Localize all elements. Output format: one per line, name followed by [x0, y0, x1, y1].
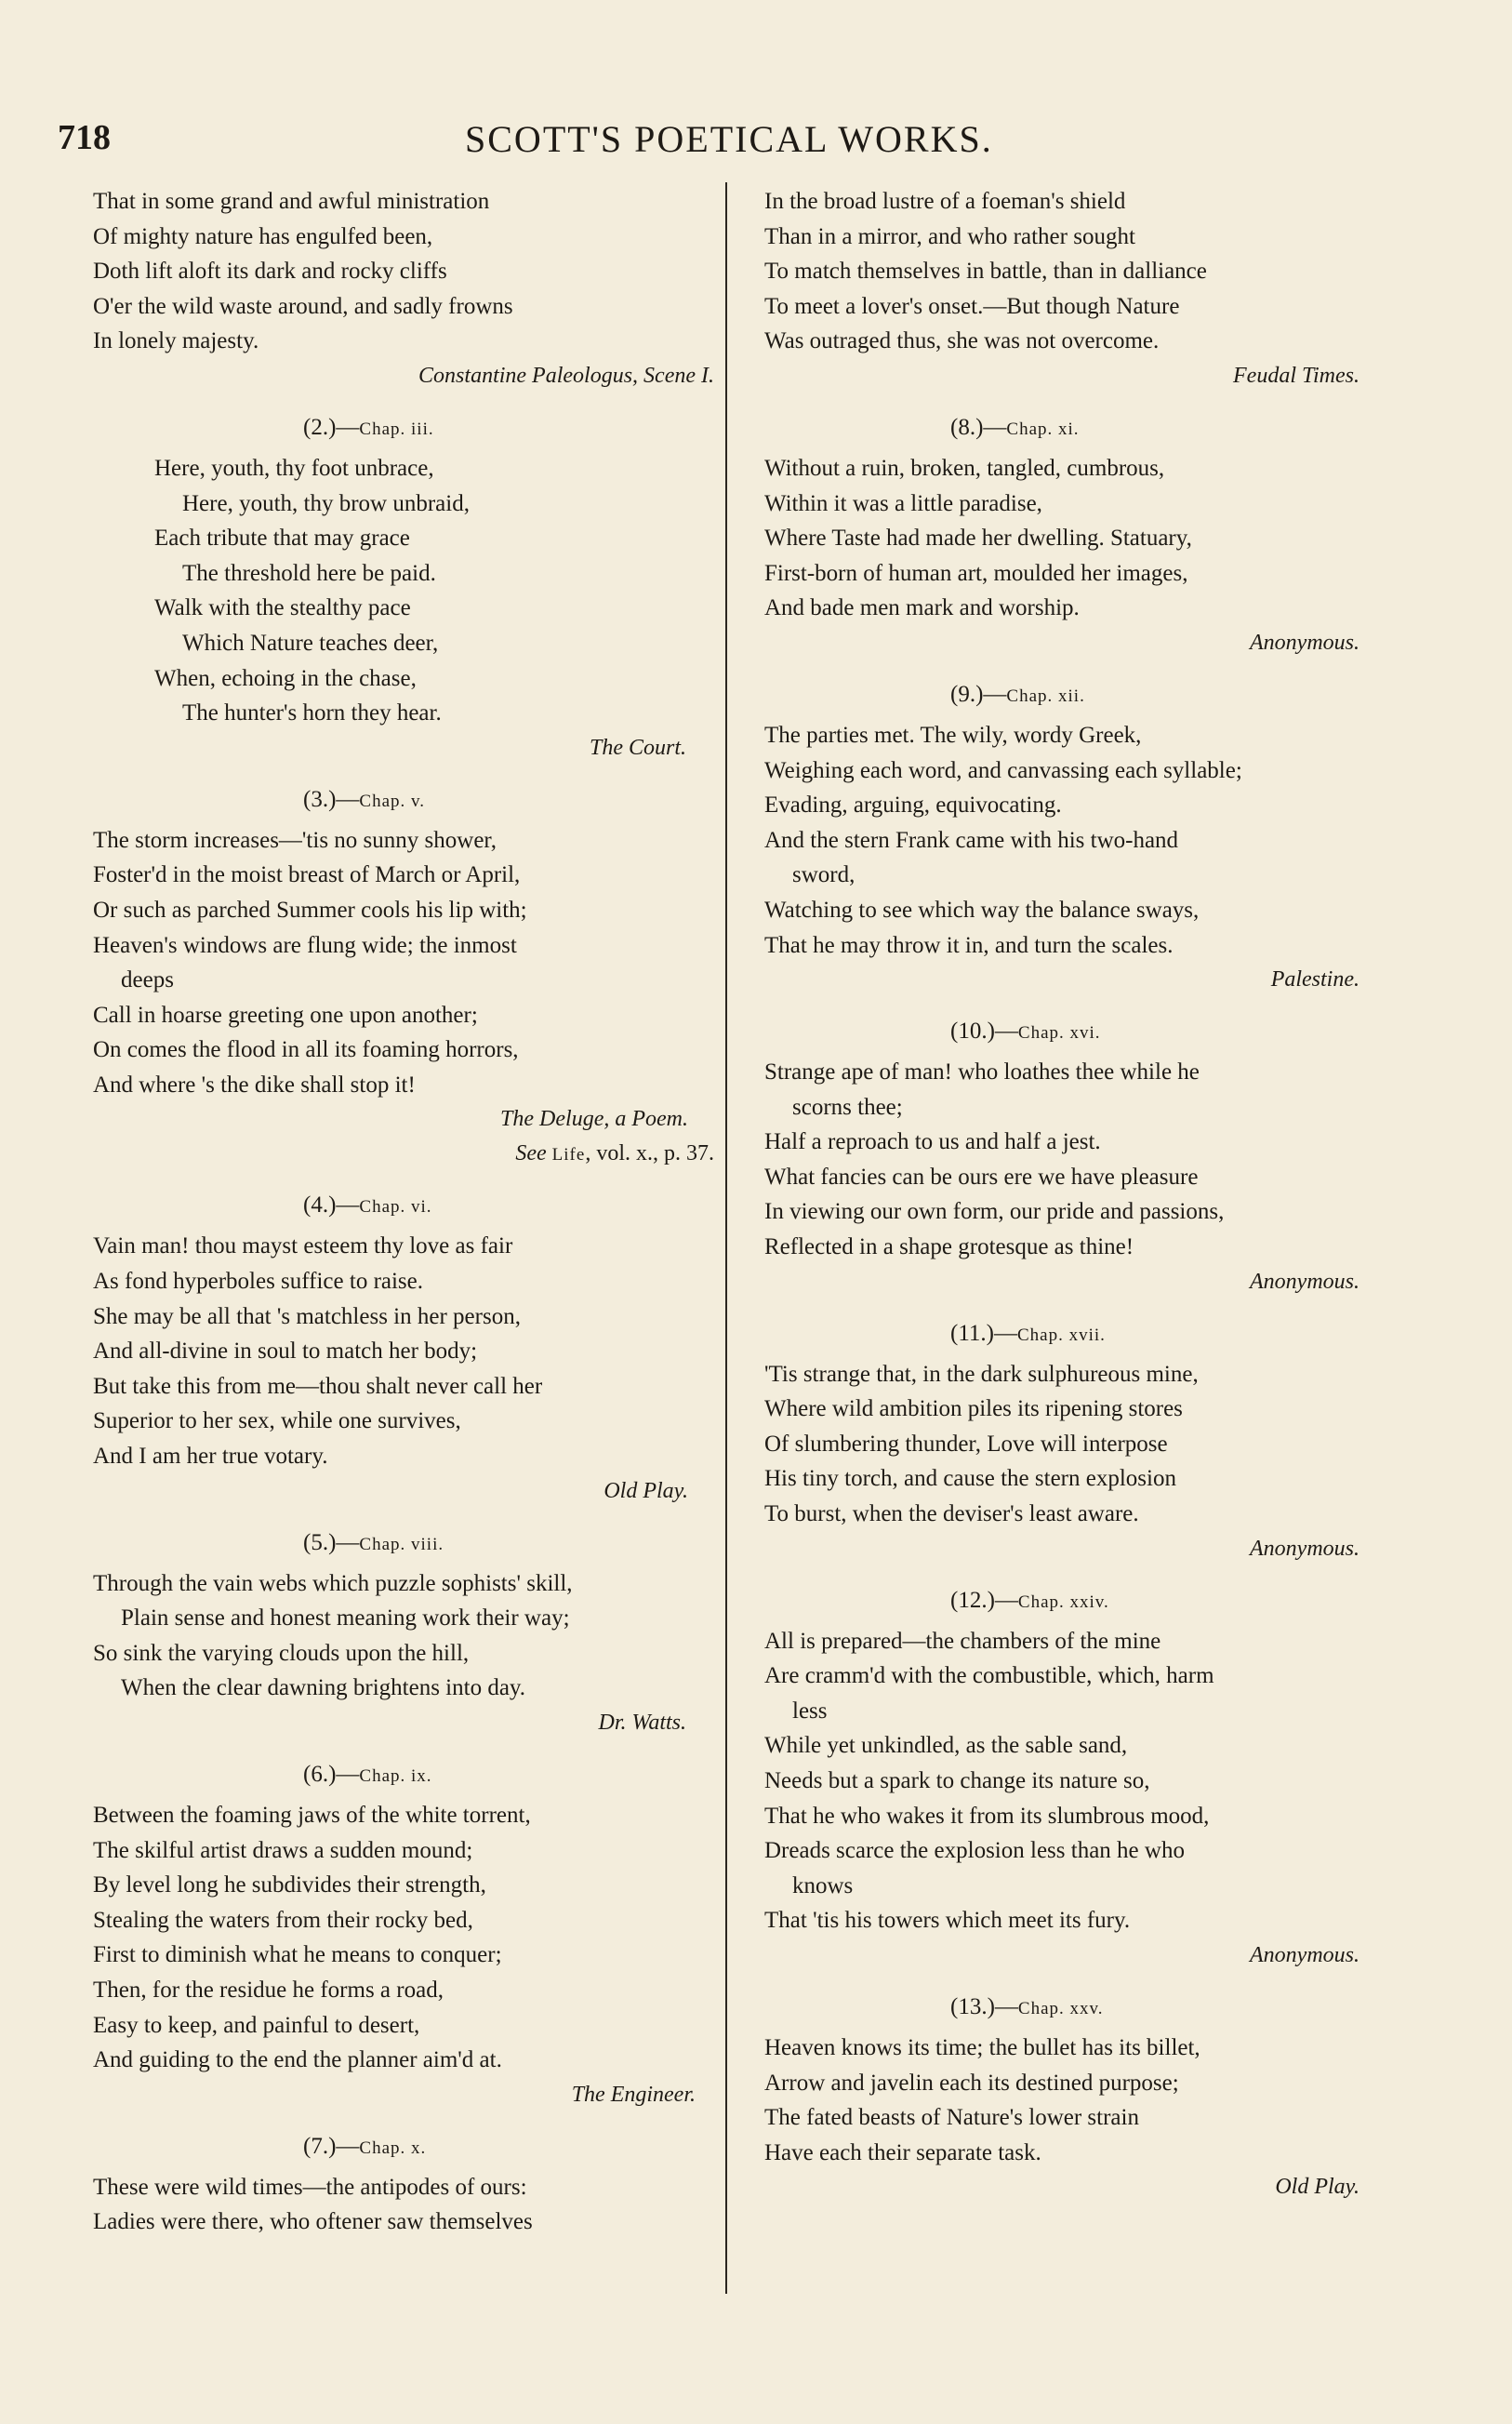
verse-line: Half a reproach to us and half a jest. — [764, 1129, 1101, 1155]
verse-line: To burst, when the deviser's least aware. — [764, 1501, 1139, 1527]
verse-line: What fancies can be ours ere we have pleasure — [764, 1164, 1199, 1190]
verse-line: knows — [792, 1872, 854, 1898]
section-heading: (7.)—Chap. x. — [303, 2133, 427, 2159]
verse-line: That he may throw it in, and turn the scales. — [764, 932, 1174, 958]
section-heading: (13.)—Chap. xxv. — [950, 1993, 1104, 2019]
attribution: Anonymous. — [1250, 1536, 1359, 1561]
verse-line: Superior to her sex, while one survives, — [93, 1408, 461, 1434]
verse-line: Was outraged thus, she was not overcome. — [764, 328, 1160, 354]
verse-line: 'Tis strange that, in the dark sulphureous mine, — [764, 1361, 1199, 1387]
motto-block — [764, 1014, 1397, 1299]
verse-line: Dreads scarce the explosion less than he who — [764, 1838, 1185, 1864]
verse-line: Through the vain webs which puzzle sophists' skill, — [93, 1570, 573, 1596]
motto-block — [93, 1757, 714, 2112]
motto-block — [764, 1990, 1397, 2204]
attribution: Anonymous. — [1250, 1269, 1359, 1294]
verse-line: And bade men mark and worship. — [764, 595, 1080, 621]
attribution: The Engineer. — [571, 2082, 696, 2107]
verse-line: His tiny torch, and cause the stern explosion — [764, 1466, 1176, 1492]
verse-line: Here, youth, thy brow unbraid, — [182, 490, 470, 516]
cross-reference: See Life, vol. x., p. 37. — [515, 1141, 714, 1166]
verse-line: So sink the varying clouds upon the hill, — [93, 1640, 470, 1666]
verse-line: And where 's the dike shall stop it! — [93, 1072, 416, 1098]
section-heading: (8.)—Chap. xi. — [950, 414, 1080, 440]
verse-line: Weighing each word, and canvassing each syllable; — [764, 757, 1242, 783]
verse-line: These were wild times—the antipodes of ours: — [93, 2174, 527, 2200]
verse-line: And guiding to the end the planner aim'd at. — [93, 2047, 502, 2073]
verse-line: Ladies were there, who oftener saw themselves — [93, 2209, 533, 2235]
verse-line: Each tribute that may grace — [154, 526, 410, 552]
verse-line: Or such as parched Summer cools his lip with; — [93, 897, 527, 923]
section-heading: (2.)—Chap. iii. — [303, 414, 434, 440]
verse-line: On comes the flood in all its foaming horrors, — [93, 1037, 519, 1063]
verse-line: The skilful artist draws a sudden mound; — [93, 1837, 473, 1863]
verse-line: The parties met. The wily, wordy Greek, — [764, 722, 1142, 748]
verse-line: scorns thee; — [792, 1094, 903, 1120]
verse-line: Are cramm'd with the combustible, which, harm — [764, 1663, 1214, 1689]
verse-line: As fond hyperboles suffice to raise. — [93, 1269, 424, 1295]
section-heading: (10.)—Chap. xvi. — [950, 1019, 1101, 1045]
verse-line: less — [792, 1698, 828, 1724]
verse-line: Arrow and javelin each its destined purpose; — [764, 2070, 1179, 2096]
verse-line: That he who wakes it from its slumbrous mood, — [764, 1803, 1210, 1829]
verse-line: To meet a lover's onset.—But though Nature — [764, 293, 1180, 319]
section-heading: (12.)—Chap. xxiv. — [950, 1587, 1109, 1613]
verse-line: When, echoing in the chase, — [154, 665, 417, 691]
verse-line: All is prepared—the chambers of the mine — [764, 1628, 1161, 1654]
verse-line: Vain man! thou mayst esteem thy love as fair — [93, 1233, 513, 1259]
verse-line: The threshold here be paid. — [182, 560, 436, 586]
verse-line: But take this from me—thou shalt never call her — [93, 1373, 543, 1399]
verse-line: By level long he subdivides their strength, — [93, 1872, 486, 1898]
verse-line: That in some grand and awful ministration — [93, 189, 490, 214]
section-heading: (11.)—Chap. xvii. — [950, 1320, 1106, 1346]
verse-line: First-born of human art, moulded her images, — [764, 560, 1188, 586]
verse-line: Walk with the stealthy pace — [154, 595, 411, 621]
verse-line: Then, for the residue he forms a road, — [93, 1977, 444, 2003]
verse-line: Where wild ambition piles its ripening stores — [764, 1396, 1183, 1422]
column-divider — [725, 182, 727, 2294]
verse-line: Than in a mirror, and who rather sought — [764, 223, 1135, 249]
verse-line: And the stern Frank came with his two-hand — [764, 827, 1179, 853]
motto-block — [764, 1316, 1397, 1566]
verse-line: Have each their separate task. — [764, 2139, 1041, 2165]
attribution: Anonymous. — [1250, 630, 1359, 655]
motto-block — [93, 1525, 714, 1740]
motto-block — [93, 2129, 714, 2240]
verse-line: And all-divine in soul to match her body; — [93, 1339, 478, 1365]
verse-line: Between the foaming jaws of the white torrent, — [93, 1803, 531, 1828]
verse-line: Easy to keep, and painful to desert, — [93, 2012, 420, 2038]
verse-line: Within it was a little paradise, — [764, 490, 1042, 516]
verse-line: Foster'd in the moist breast of March or April, — [93, 862, 521, 888]
attribution: Feudal Times. — [1233, 363, 1359, 388]
verse-line: Call in hoarse greeting one upon another; — [93, 1002, 478, 1028]
attribution: Anonymous. — [1250, 1942, 1359, 1967]
running-title: SCOTT'S POETICAL WORKS. — [465, 118, 993, 160]
section-heading: (4.)—Chap. vi. — [303, 1192, 432, 1219]
section-heading: (3.)—Chap. v. — [303, 786, 426, 812]
verse-line: Which Nature teaches deer, — [182, 630, 439, 656]
section-heading: (6.)—Chap. ix. — [303, 1762, 432, 1787]
verse-line: That 'tis his towers which meet its fury. — [764, 1908, 1131, 1934]
verse-line: In lonely majesty. — [93, 328, 259, 354]
verse-line: While yet unkindled, as the sable sand, — [764, 1733, 1128, 1759]
motto-block — [764, 184, 1397, 393]
attribution: The Deluge, a Poem. — [500, 1107, 688, 1132]
verse-line: Without a ruin, broken, tangled, cumbrous, — [764, 455, 1165, 481]
verse-line: Plain sense and honest meaning work their way; — [121, 1605, 570, 1632]
page-header — [0, 117, 1512, 173]
verse-line: The hunter's horn they hear. — [182, 700, 442, 726]
verse-line: Heaven's windows are flung wide; the inmost — [93, 932, 517, 958]
verse-line: Evading, arguing, equivocating. — [764, 792, 1062, 819]
verse-line: She may be all that 's matchless in her person, — [93, 1303, 521, 1329]
page-number: 718 — [58, 118, 111, 157]
section-heading: (9.)—Chap. xii. — [950, 681, 1085, 707]
motto-block — [93, 410, 714, 766]
verse-line: First to diminish what he means to conquer; — [93, 1942, 502, 1968]
verse-line: Of mighty nature has engulfed been, — [93, 223, 433, 249]
verse-line: Where Taste had made her dwelling. Statuary, — [764, 526, 1192, 552]
verse-line: When the clear dawning brightens into day. — [121, 1675, 526, 1701]
attribution: Dr. Watts. — [598, 1711, 686, 1735]
attribution: Old Play. — [603, 1478, 688, 1503]
motto-block — [93, 184, 714, 393]
attribution: Constantine Paleologus, Scene I. — [418, 363, 714, 388]
verse-line: And I am her true votary. — [93, 1444, 328, 1470]
section-heading: (5.)—Chap. viii. — [303, 1529, 444, 1555]
verse-line: The fated beasts of Nature's lower strain — [764, 2105, 1139, 2131]
attribution: Palestine. — [1270, 967, 1359, 992]
verse-line: Of slumbering thunder, Love will interpose — [764, 1431, 1168, 1457]
motto-block — [93, 782, 714, 1172]
attribution: The Court. — [589, 735, 686, 760]
left-column — [93, 184, 714, 2240]
motto-block — [764, 677, 1397, 997]
attribution: Old Play. — [1275, 2175, 1359, 2200]
verse-line: To match themselves in battle, than in dalliance — [764, 259, 1207, 285]
right-column — [764, 184, 1397, 2204]
verse-line: Heaven knows its time; the bullet has its billet, — [764, 2034, 1200, 2060]
verse-line: Doth lift aloft its dark and rocky cliffs — [93, 259, 447, 285]
verse-line: In viewing our own form, our pride and passions, — [764, 1199, 1225, 1225]
verse-line: Here, youth, thy foot unbrace, — [154, 455, 434, 481]
verse-line: Watching to see which way the balance sways, — [764, 897, 1200, 923]
verse-line: deeps — [121, 967, 174, 993]
motto-block — [93, 1188, 714, 1508]
motto-block — [764, 410, 1397, 660]
verse-line: sword, — [792, 862, 855, 888]
verse-line: The storm increases—'tis no sunny shower, — [93, 827, 497, 853]
verse-line: Reflected in a shape grotesque as thine! — [764, 1234, 1134, 1260]
verse-line: O'er the wild waste around, and sadly frowns — [93, 293, 513, 319]
verse-line: Strange ape of man! who loathes thee while he — [764, 1059, 1200, 1085]
verse-line: Stealing the waters from their rocky bed, — [93, 1907, 473, 1933]
verse-line: Needs but a spark to change its nature so, — [764, 1768, 1150, 1793]
motto-block — [764, 1583, 1397, 1973]
verse-line: In the broad lustre of a foeman's shield — [764, 189, 1126, 214]
